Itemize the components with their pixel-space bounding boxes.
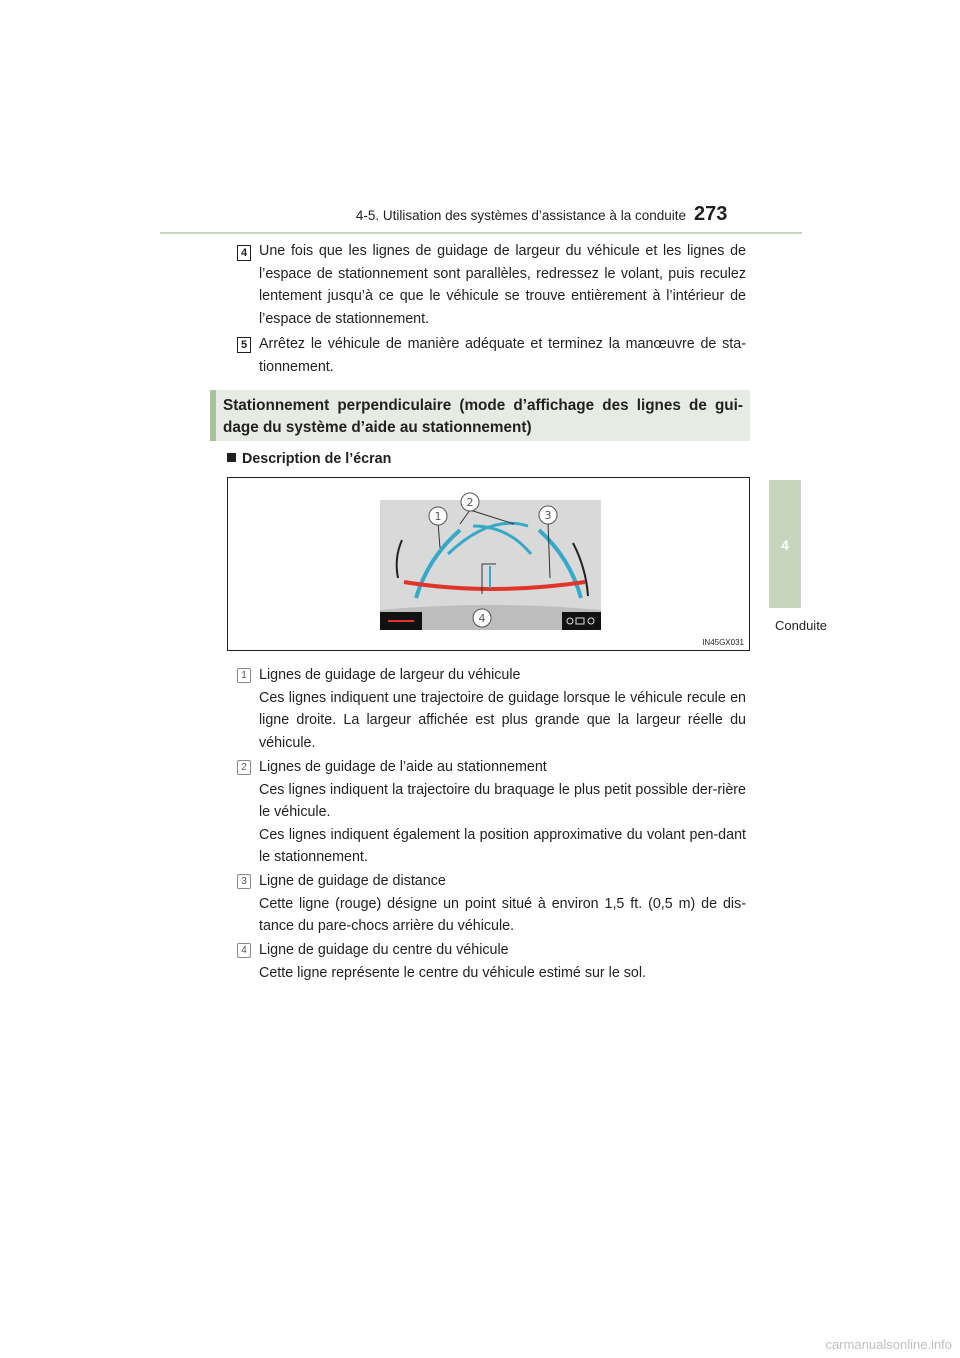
item-block [259, 870, 746, 938]
header-rule [160, 232, 802, 234]
page-number: 273 [694, 203, 728, 225]
subheading-text: Description de l’écran [242, 451, 392, 467]
item-number-badge: 1 [237, 668, 251, 683]
item-description: Ces lignes indiquent également la position approximative du volant pen-dant le stationnement. [259, 826, 746, 865]
item-description: Cette ligne (rouge) désigne un point situé à environ 1,5 ft. (0,5 m) de dis-tance du pare-chocs arrière du véhicule. [259, 895, 746, 934]
svg-text:1: 1 [434, 510, 442, 523]
callout-1 [429, 507, 447, 525]
subheading [227, 451, 391, 467]
step-number-badge: 5 [237, 337, 251, 353]
item-description: Ces lignes indiquent une trajectoire de guidage lorsque le véhicule recule en ligne droite. La largeur affichée est plus grande que la largeur réelle du véhicule. [259, 689, 746, 751]
item-title: Ligne de guidage du centre du véhicule [259, 942, 509, 958]
svg-text:3: 3 [544, 509, 552, 522]
step-text: Arrêtez le véhicule de manière adéquate et terminez la manœuvre de sta-tionnement. [259, 336, 746, 375]
item-block [259, 664, 746, 754]
svg-text:4: 4 [478, 612, 486, 625]
footer-watermark: carmanualsonline.info [825, 1337, 952, 1352]
step-number-badge: 4 [237, 245, 251, 261]
running-header-title: 4-5. Utilisation des systèmes d’assistance à la conduite [355, 208, 686, 223]
screen-illustration [227, 477, 750, 651]
step-text: Une fois que les lignes de guidage de largeur du véhicule et les lignes de l’espace de stationnement sont parallèles, redressez le volant, puis reculez lentement jusqu’à ce que le véhicule se trouve entièrement à l’intérieur de l’espace de stationnement. [259, 243, 746, 327]
item-number-badge: 4 [237, 943, 251, 958]
screen-button-right [562, 612, 601, 630]
section-heading: Stationnement perpendiculaire (mode d’affichage des lignes de gui-dage du système d’aide au stationnement) [223, 397, 743, 436]
item-title: Ligne de guidage de distance [259, 873, 446, 889]
svg-text:2: 2 [466, 496, 474, 509]
callout-3 [539, 506, 557, 524]
item-title: Lignes de guidage de l’aide au stationnement [259, 759, 547, 775]
figure-code: IN45GX031 [702, 638, 744, 647]
callout-4 [473, 609, 491, 627]
chapter-number: 4 [781, 537, 789, 553]
chapter-label: Conduite [775, 618, 828, 633]
item-description: Ces lignes indiquent la trajectoire du braquage le plus petit possible der-rière le véhicule. [259, 781, 746, 820]
callout-2 [461, 493, 479, 511]
item-title: Lignes de guidage de largeur du véhicule [259, 667, 521, 683]
item-description: Cette ligne représente le centre du véhicule estimé sur le sol. [259, 964, 647, 981]
item-number-badge: 3 [237, 874, 251, 889]
section-heading-accent [210, 390, 216, 441]
item-number-badge: 2 [237, 760, 251, 775]
item-block [259, 756, 746, 869]
camera-display-diagram [228, 478, 751, 652]
square-bullet-icon [227, 453, 236, 462]
item-block [259, 939, 746, 984]
